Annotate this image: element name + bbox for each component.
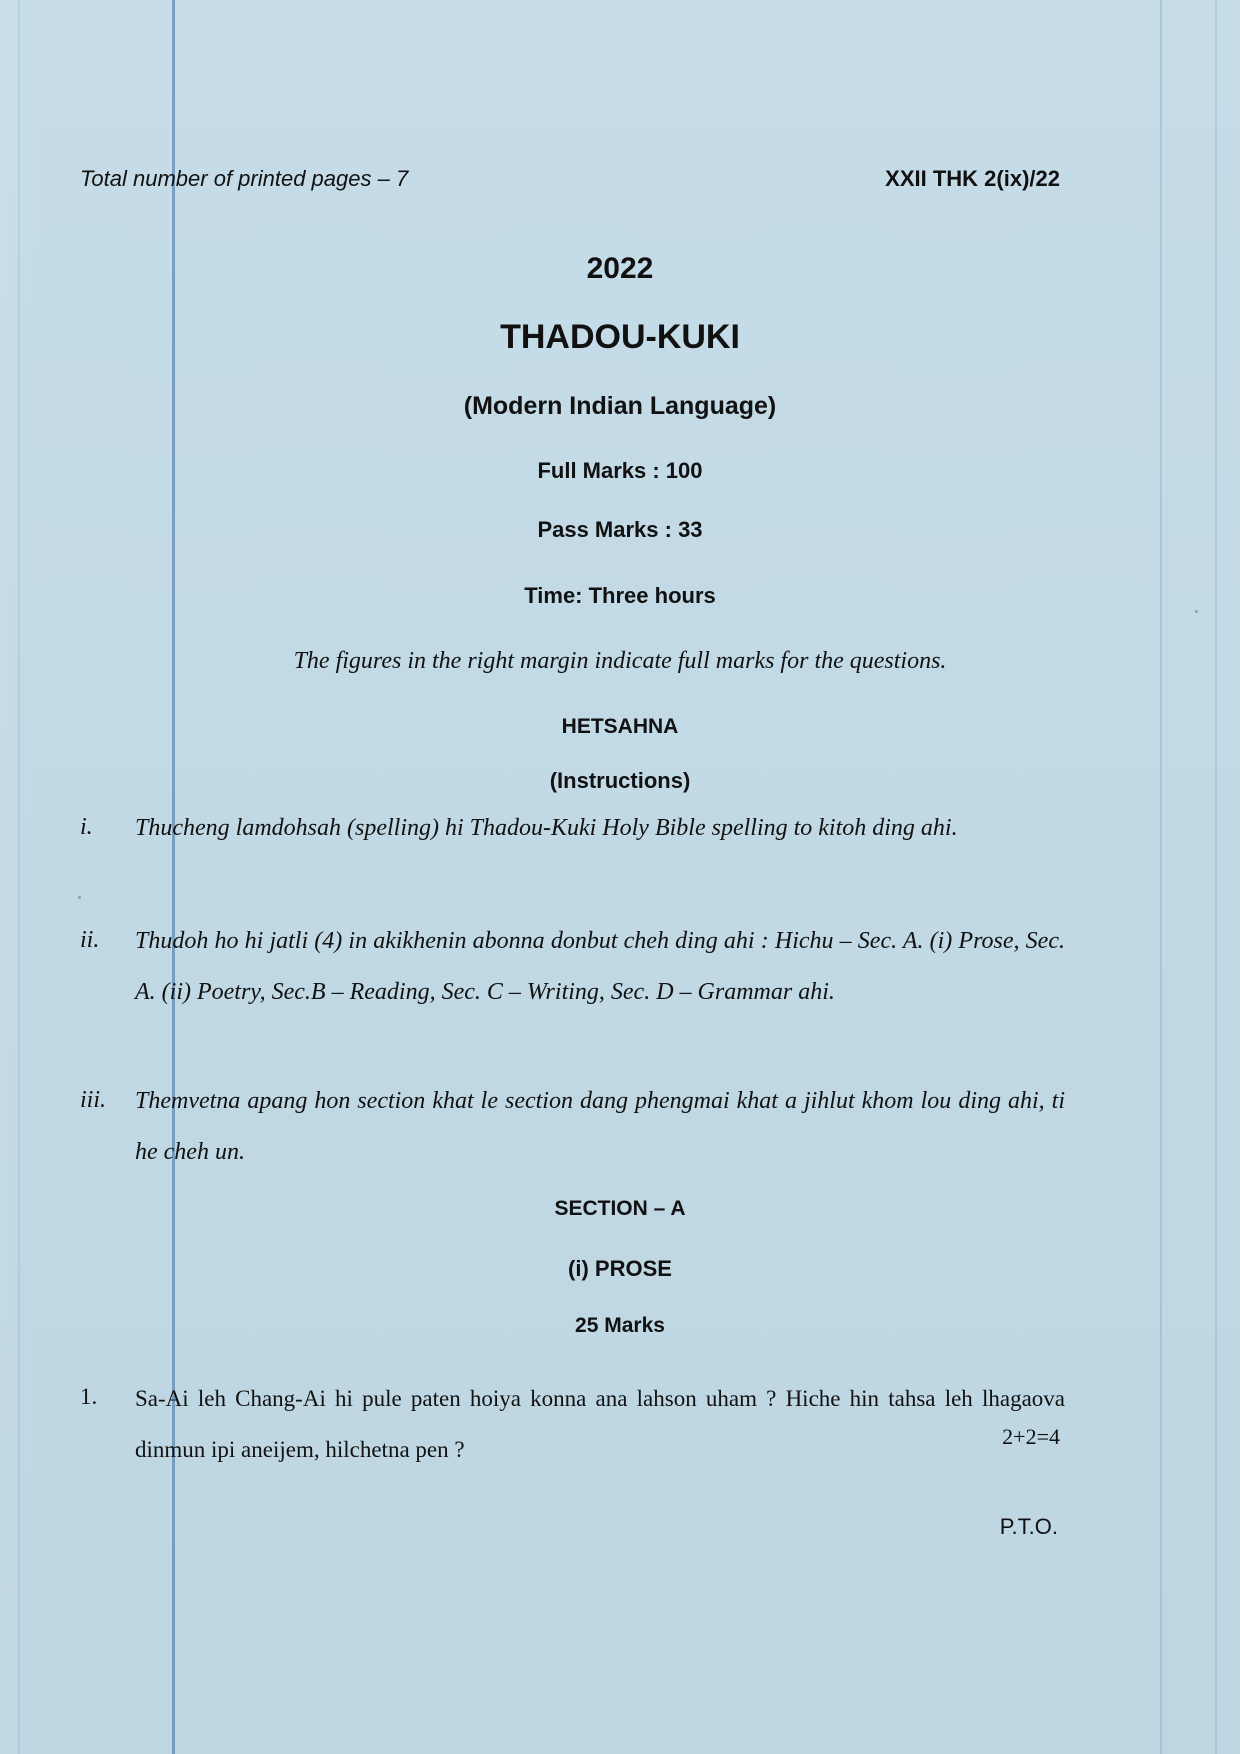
section-part: (i) PROSE — [568, 1256, 672, 1281]
please-turn-over: P.T.O. — [999, 1514, 1058, 1539]
question-marks: 2+2=4 — [1002, 1424, 1060, 1449]
scan-speck — [78, 896, 81, 899]
pass-marks: Pass Marks : 33 — [537, 517, 703, 542]
section-marks: 25 Marks — [575, 1314, 665, 1337]
section-title: SECTION – A — [554, 1197, 686, 1220]
instruction-number: i. — [80, 814, 93, 840]
question-text: Sa-Ai leh Chang-Ai hi pule paten hoiya konna ana lahson uham ? Hiche hin tahsa leh lhagaova dinmun ipi aneijem, hilchetna pen ? — [135, 1386, 1065, 1462]
instruction-text: Themvetna apang hon section khat le section dang phengmai khat a jihlut khom lou ding ahi, ti he cheh un. — [135, 1088, 1065, 1165]
instruction-number: ii. — [80, 927, 100, 953]
instructions-heading: HETSAHNA — [561, 715, 679, 738]
question-number: 1. — [80, 1384, 98, 1409]
instruction-text: Thucheng lamdohsah (spelling) hi Thadou-Kuki Holy Bible spelling to kitoh ding ahi. — [135, 815, 958, 841]
exam-year: 2022 — [586, 252, 654, 285]
printed-pages-note: Total number of printed pages – 7 — [80, 166, 409, 191]
instruction-text: Thudoh ho hi jatli (4) in akikhenin abonna donbut cheh ding ahi : Hichu – Sec. A. (i) Prose, Sec. A. (ii) Poetry, Sec.B – Reading, Sec. C – Writing, Sec. D – Grammar ahi. — [135, 928, 1065, 1005]
instructions-subheading: (Instructions) — [549, 768, 691, 793]
subject-title: THADOU-KUKI — [500, 318, 740, 356]
instruction-number: iii. — [80, 1087, 107, 1113]
paper-code: XXII THK 2(ix)/22 — [885, 166, 1060, 191]
full-marks: Full Marks : 100 — [537, 458, 703, 483]
subject-category: (Modern Indian Language) — [463, 392, 777, 420]
marks-note: The figures in the right margin indicate full marks for the questions. — [293, 648, 947, 674]
scan-speck — [1195, 610, 1198, 613]
exam-time: Time: Three hours — [524, 583, 716, 608]
